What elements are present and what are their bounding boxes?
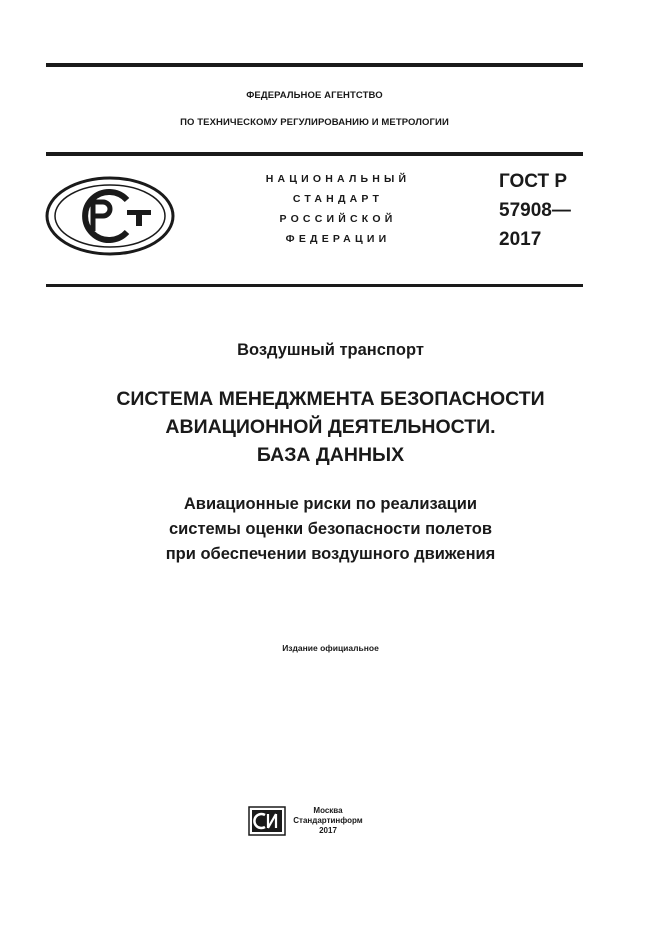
top-rule bbox=[46, 63, 583, 67]
title-line-1: СИСТЕМА МЕНЕДЖМЕНТА БЕЗОПАСНОСТИ bbox=[116, 388, 545, 410]
standard-year: 2017 bbox=[499, 229, 542, 250]
title-line-3: БАЗА ДАННЫХ bbox=[256, 444, 405, 466]
standard-label-line-3: РОССИЙСКОЙ bbox=[279, 213, 397, 225]
document-subject: Воздушный транспорт bbox=[237, 341, 424, 359]
header-bottom-rule bbox=[46, 284, 583, 287]
title-line-2: АВИАЦИОННОЙ ДЕЯТЕЛЬНОСТИ. bbox=[165, 416, 496, 438]
standard-label-line-2: СТАНДАРТ bbox=[292, 193, 384, 205]
standard-label-line-4: ФЕДЕРАЦИИ bbox=[285, 233, 391, 245]
publisher-city: Москва bbox=[313, 806, 343, 815]
rst-gost-mark-icon bbox=[45, 176, 175, 256]
standard-number: 57908 bbox=[499, 200, 552, 221]
standard-prefix: ГОСТ Р bbox=[499, 171, 568, 192]
subtitle-line-1: Авиационные риски по реализации bbox=[183, 495, 478, 513]
standard-dash: — bbox=[551, 200, 571, 221]
logo-text: РСТ bbox=[110, 217, 114, 219]
publisher-year: 2017 bbox=[319, 826, 337, 835]
agency-name-line-1: ФЕДЕРАЛЬНОЕ АГЕНТСТВО bbox=[246, 90, 383, 101]
publisher-name: Стандартинформ bbox=[293, 816, 363, 825]
header-rule bbox=[46, 152, 583, 156]
subtitle-line-2: системы оценки безопасности полетов bbox=[168, 520, 493, 538]
standard-number-row bbox=[499, 201, 571, 220]
standartinform-logo-icon bbox=[248, 806, 286, 836]
edition-label: Издание официальное bbox=[282, 643, 379, 653]
standard-label-line-1: НАЦИОНАЛЬНЫЙ bbox=[265, 173, 411, 185]
subtitle-line-3: при обеспечении воздушного движения bbox=[165, 545, 496, 563]
agency-name-line-2: ПО ТЕХНИЧЕСКОМУ РЕГУЛИРОВАНИЮ И МЕТРОЛОГИИ bbox=[180, 117, 449, 128]
